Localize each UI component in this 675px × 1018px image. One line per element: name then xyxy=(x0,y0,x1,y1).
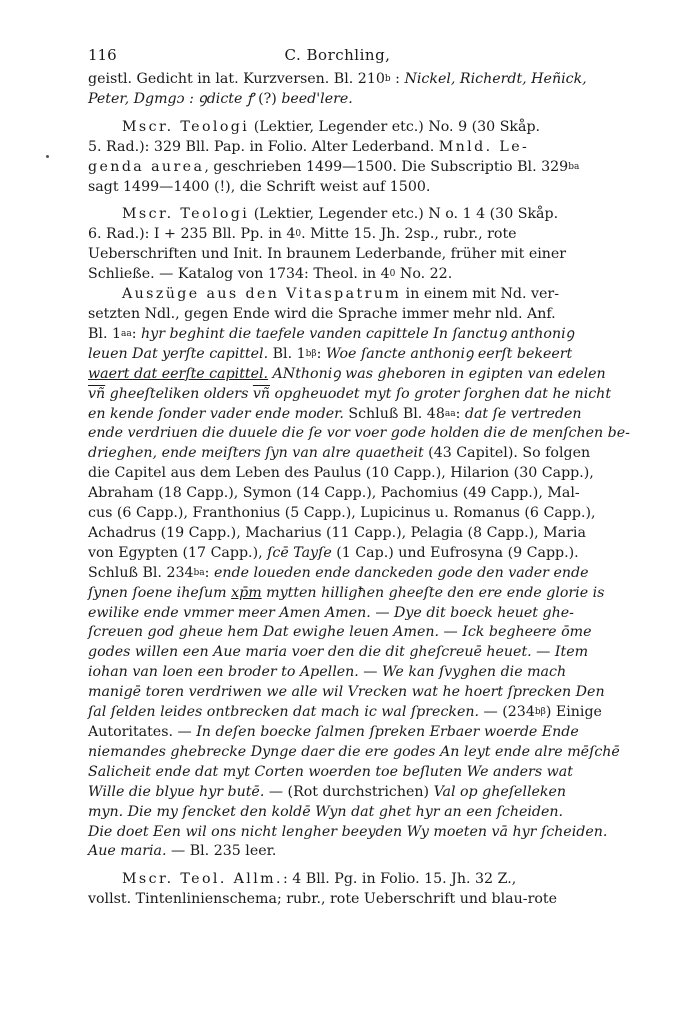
text-line: Auszüge aus den Vitaspatrum in einem mit Nd. ver- xyxy=(122,286,560,303)
text-line: manigē toren verdriwen we alle wil Vrecken wat he hoert ſprecken Den xyxy=(88,684,605,701)
text-line: Mscr. Teologi (Lektier, Legender etc.) N o. 1 4 (30 Skåp. xyxy=(122,206,559,223)
page-number: 116 xyxy=(88,46,117,64)
text-line: ewilike ende vmmer meer Amen Amen. — Dye dit boeck heuet ghe- xyxy=(88,604,574,621)
text-line: cus (6 Capp.), Franthonius (5 Capp.), Lupicinus u. Romanus (6 Capp.), xyxy=(88,505,596,522)
text-line: iohan van loen een broder to Apellen. — We kan ſvyghen die mach xyxy=(88,664,567,681)
text-line: setzten Ndl., gegen Ende wird die Sprache immer mehr nld. Anf. xyxy=(88,305,556,322)
text-line: Abraham (18 Capp.), Symon (14 Capp.), Pachomius (49 Capp.), Mal- xyxy=(88,485,580,502)
text-line: Ueberschriften und Init. In braunem Lederbande, früher mit einer xyxy=(88,246,567,263)
text-line: ſynen ſoene iheſum xp̄m mytten hilligħen gheeſte den ere ende glorie is xyxy=(88,584,605,601)
text-line: Achadrus (19 Capp.), Macharius (11 Capp.), Pelagia (8 Capp.), Maria xyxy=(88,524,586,541)
text-line: godes willen een Aue maria voer den die dit gheſcreuē heuet. — Item xyxy=(88,644,589,661)
text-line: ende verdriuen die duuele die ſe vor voer gode holden die de menſchen be- xyxy=(88,425,630,442)
text-line: Mscr. Teol. Allm.: 4 Bll. Pg. in Folio. 15. Jh. 32 Z., xyxy=(122,871,517,888)
text-line: 6. Rad.): I + 235 Bll. Pp. in $4^0$. Mitte 15. Jh. 2sp., rubr., rote xyxy=(88,226,517,243)
running-head: C. Borchling, xyxy=(284,46,391,64)
body-text xyxy=(88,70,630,910)
text-line: Salicheit ende dat myt Corten woerden toe beſluten We anders wat xyxy=(88,763,573,780)
text-line: leuen Dat yerſte capittel. Bl. $1^{b\beta}$: Woe ſancte anthoniꝯ eerſt bekeert xyxy=(88,345,573,362)
text-line: sagt 1499—1400 (!), die Schrift weist auf 1500. xyxy=(88,178,431,195)
text-line: vollst. Tintenlinienschema; rubr., rote Ueberschrift und blau-rote xyxy=(88,891,557,908)
text-line: ſcreuen god gheue hem Dat ewighe leuen Amen. — Ick begheere ōme xyxy=(88,624,592,641)
margin-dot xyxy=(46,155,49,158)
text-line: $\overline{vñ}$ gheeſteliken olders $\overline{vñ}$ opgheuodet myt ſo groter ſorghen dat he nicht xyxy=(88,385,612,402)
text-line: 5. Rad.): 329 Bll. Pap. in Folio. Alter Lederband. Mnld. Le- xyxy=(88,138,530,155)
text-line: drieghen, ende meiſters ſyn van alre quaetheit (43 Capitel). So folgen xyxy=(88,445,591,462)
text-line: en kende ſonder vader ende moder. Schluß Bl. $48^{aa}$: dat ſe vertreden xyxy=(88,405,582,422)
text-line: Bl. $1^{aa}$: hyr beghint die taefele vanden capittele In ſanctuꝯ anthoniꝯ xyxy=(88,325,574,342)
text-line: Aue maria. — Bl. 235 leer. xyxy=(88,843,277,860)
text-line: Peter, Dgmgɔ : ꝯdicte ꝭ (?) beed'lere. xyxy=(88,90,353,107)
page-header xyxy=(88,44,587,66)
text-line: geistl. Gedicht in lat. Kurzversen. Bl. 210$^b$ : Nickel, Richerdt, Heñick, xyxy=(88,71,587,87)
text-line: genda aurea, geschrieben 1499—1500. Die Subscriptio Bl. $329^{ba}$ xyxy=(88,158,580,175)
text-line: Mscr. Teologi (Lektier, Legender etc.) No. 9 (30 Skåp. xyxy=(122,118,541,135)
text-line: von Egypten (17 Capp.), ſcē Tayſe (1 Cap.) und Eufrosyna (9 Capp.). xyxy=(88,544,579,561)
text-line: Schließe. — Katalog von 1734: Theol. in $4^0$ No. 22. xyxy=(88,266,453,283)
text-line: ſal ſelden leides ontbrecken dat mach ic wal ſprecken. — $(234^{b\beta})$ Einige xyxy=(88,704,602,721)
text-line: waert dat eerſte capittel. ANthoniꝯ was gheboren in egipten van edelen xyxy=(88,365,606,382)
text-line: die Capitel aus dem Leben des Paulus (10 Capp.), Hilarion (30 Capp.), xyxy=(88,465,594,482)
text-line: Wille die blyue hyr butē. — (Rot durchstrichen) Val op gheſelleken xyxy=(88,783,567,800)
text-line: Die doet Een wil ons nicht lengher beeyden Wy moeten vā hyr ſcheiden. xyxy=(88,823,608,840)
text-line: Autoritates. — In deſen boecke ſalmen ſpreken Erbaer woerde Ende xyxy=(88,724,579,740)
text-line: niemandes ghebrecke Dynge daer die ere godes An leyt ende alre mēſchē xyxy=(88,743,620,760)
text-line: Schluß Bl. $234^{ba}$: ende loueden ende danckeden gode den vader ende xyxy=(88,564,589,581)
text-line: myn. Die my ſencket den koldē Wyn dat ghet hyr an een ſcheiden. xyxy=(88,803,564,820)
